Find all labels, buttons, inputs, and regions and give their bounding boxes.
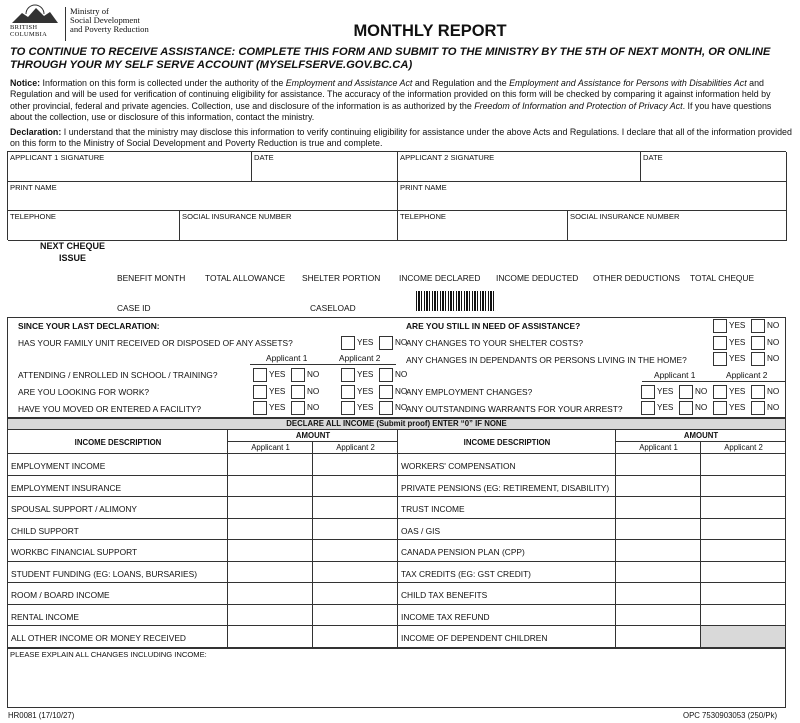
dependants-no-label: NO bbox=[767, 354, 780, 363]
income-right-0-applicant-1-amount[interactable] bbox=[616, 454, 701, 476]
income-left-2 bbox=[8, 497, 228, 519]
applicant-2-sin-field[interactable] bbox=[568, 211, 787, 241]
income-right-4-applicant-2-amount[interactable] bbox=[701, 540, 786, 562]
income-left-8-applicant-1-amount[interactable] bbox=[228, 626, 313, 648]
shelter-costs-yes-checkbox[interactable] bbox=[713, 336, 727, 350]
work-applicant-2-no-label: NO bbox=[395, 387, 408, 396]
employment-applicant-2-no-checkbox[interactable] bbox=[751, 385, 765, 399]
moved-applicant-1-no-label: NO bbox=[307, 403, 320, 412]
barcode bbox=[416, 291, 494, 311]
income-right-5 bbox=[398, 562, 616, 584]
total-allowance-header: TOTAL ALLOWANCE bbox=[205, 273, 286, 283]
income-right-5-applicant-2-amount[interactable] bbox=[701, 562, 786, 584]
school-applicant-1-yes-checkbox[interactable] bbox=[253, 368, 267, 382]
income-description: SPOUSAL SUPPORT / ALIMONY bbox=[11, 504, 137, 514]
field-label: APPLICANT 1 SIGNATURE bbox=[10, 153, 105, 162]
income-left-0-applicant-1-amount[interactable] bbox=[228, 454, 313, 476]
income-description: CHILD SUPPORT bbox=[11, 525, 79, 536]
employment-applicant-1-yes-checkbox[interactable] bbox=[641, 385, 655, 399]
field-label: PRINT NAME bbox=[400, 183, 447, 192]
opc-number: OPC 7530903053 (250/Pk) bbox=[683, 711, 778, 720]
applicant-1-date-field[interactable] bbox=[252, 152, 398, 182]
income-left-3-applicant-1-amount[interactable] bbox=[228, 519, 313, 541]
declaration-paragraph bbox=[10, 127, 792, 149]
cheque-label-line-1: NEXT CHEQUE bbox=[40, 241, 106, 251]
header-text: Applicant 1 bbox=[639, 443, 678, 452]
still-in-need-yes-label: YES bbox=[729, 321, 746, 330]
school-applicant-1-no-label: NO bbox=[307, 370, 320, 379]
income-left-6-applicant-1-amount[interactable] bbox=[228, 583, 313, 605]
still-in-need-no-checkbox[interactable] bbox=[751, 319, 765, 333]
income-description: WORKBC FINANCIAL SUPPORT bbox=[11, 547, 138, 557]
work-applicant-2-yes-checkbox[interactable] bbox=[341, 385, 355, 399]
explain-changes-field[interactable] bbox=[7, 648, 786, 708]
field-label: SOCIAL INSURANCE NUMBER bbox=[182, 212, 292, 221]
income-right-0-applicant-2-amount[interactable] bbox=[701, 454, 786, 476]
notice-act-1: Employment and Assistance Act bbox=[285, 78, 413, 88]
dependants-question: ANY CHANGES IN DEPENDANTS OR PERSONS LIVING IN THE HOME? bbox=[406, 355, 687, 365]
applicant-divider-right bbox=[642, 381, 785, 382]
income-right-3-applicant-2-amount[interactable] bbox=[701, 519, 786, 541]
applicant-divider-left bbox=[250, 364, 396, 365]
warrants-applicant-2-yes-checkbox[interactable] bbox=[713, 401, 727, 415]
income-description: RENTAL INCOME bbox=[11, 611, 79, 622]
header-text: Applicant 2 bbox=[724, 443, 763, 452]
school-applicant-1-no-checkbox[interactable] bbox=[291, 368, 305, 382]
shelter-costs-no-checkbox[interactable] bbox=[751, 336, 765, 350]
income-left-7 bbox=[8, 605, 228, 627]
income-right-2 bbox=[398, 497, 616, 519]
warrants-applicant-1-no-checkbox[interactable] bbox=[679, 401, 693, 415]
form-number: HR0081 (17/10/27) bbox=[8, 711, 75, 720]
income-table bbox=[7, 430, 786, 648]
field-label: DATE bbox=[254, 153, 274, 162]
still-in-need-no-label: NO bbox=[767, 321, 780, 330]
employment-applicant-2-yes-label: YES bbox=[729, 387, 746, 396]
header-text: Applicant 2 bbox=[336, 443, 375, 452]
moved-applicant-2-yes-label: YES bbox=[357, 403, 374, 412]
income-description: EMPLOYMENT INCOME bbox=[11, 461, 106, 471]
province-line-2: COLUMBIA bbox=[10, 31, 48, 38]
province-line-1: BRITISH bbox=[10, 24, 38, 31]
assets-question: HAS YOUR FAMILY UNIT RECEIVED OR DISPOSED OF ANY ASSETS? bbox=[18, 338, 293, 348]
school-applicant-2-yes-label: YES bbox=[357, 370, 374, 379]
moved-facility-question: HAVE YOU MOVED OR ENTERED A FACILITY? bbox=[18, 404, 202, 414]
warrants-applicant-2-no-checkbox[interactable] bbox=[751, 401, 765, 415]
applicant-2-date-field[interactable] bbox=[641, 152, 787, 182]
applicant-1-print-name-field[interactable] bbox=[8, 182, 398, 211]
income-description: ROOM / BOARD INCOME bbox=[11, 590, 110, 600]
field-label: PRINT NAME bbox=[10, 183, 57, 192]
employment-applicant-1-no-checkbox[interactable] bbox=[679, 385, 693, 399]
instruction-text: TO CONTINUE TO RECEIVE ASSISTANCE: COMPLETE THIS FORM AND SUBMIT TO THE MINISTRY BY THE 5TH OF NEXT MONTH, OR ONLINE THROUGH YOUR MY SELF SERVE ACCOUNT (MYSELFSERVE.GOV.BC.CA) bbox=[10, 46, 771, 71]
income-right-8-applicant-2-amount bbox=[701, 626, 786, 648]
dependants-yes-checkbox[interactable] bbox=[713, 352, 727, 366]
income-right-8-applicant-1-amount[interactable] bbox=[616, 626, 701, 648]
income-right-3-applicant-1-amount[interactable] bbox=[616, 519, 701, 541]
income-left-1 bbox=[8, 476, 228, 498]
work-applicant-1-no-checkbox[interactable] bbox=[291, 385, 305, 399]
warrants-question: ANY OUTSTANDING WARRANTS FOR YOUR ARREST? bbox=[406, 404, 623, 414]
income-right-1-applicant-1-amount[interactable] bbox=[616, 476, 701, 498]
income-description: INCOME OF DEPENDENT CHILDREN bbox=[401, 633, 548, 643]
warrants-applicant-2-yes-label: YES bbox=[729, 403, 746, 412]
since-last-declaration-heading: SINCE YOUR LAST DECLARATION: bbox=[18, 321, 160, 331]
income-right-2-applicant-1-amount[interactable] bbox=[616, 497, 701, 519]
income-left-5-applicant-1-amount[interactable] bbox=[228, 562, 313, 584]
warrants-applicant-1-yes-label: YES bbox=[657, 403, 674, 412]
income-description: TRUST INCOME bbox=[401, 504, 465, 514]
income-left-8 bbox=[8, 626, 228, 648]
work-applicant-2-no-checkbox[interactable] bbox=[379, 385, 393, 399]
applicant-1-column-label: Applicant 1 bbox=[266, 353, 308, 363]
employment-applicant-1-no-label: NO bbox=[695, 387, 708, 396]
warrants-applicant-1-yes-checkbox[interactable] bbox=[641, 401, 655, 415]
school-applicant-2-no-label: NO bbox=[395, 370, 408, 379]
income-left-6-applicant-2-amount[interactable] bbox=[313, 583, 398, 605]
notice-text-2: and Regulation and the bbox=[412, 78, 510, 88]
dependants-no-checkbox[interactable] bbox=[751, 352, 765, 366]
income-left-3 bbox=[8, 519, 228, 541]
income-right-7 bbox=[398, 605, 616, 627]
declaration-text: I understand that the ministry may disclose this information to verify continuing eligibility for assistance under the above Acts and Regulations. I declare that all of the information provided on this form to the Ministry of Social Development and Poverty Reduction is true and complete. bbox=[10, 127, 792, 148]
applicant-2-amount-header-right bbox=[701, 442, 786, 454]
notice-text-1: Information on this form is collected under the authority of the bbox=[40, 78, 286, 88]
field-label: SOCIAL INSURANCE NUMBER bbox=[570, 212, 680, 221]
amount-header-right bbox=[616, 430, 786, 442]
income-description: STUDENT FUNDING (EG: LOANS, BURSARIES) bbox=[11, 568, 197, 579]
income-left-6 bbox=[8, 583, 228, 605]
work-applicant-1-yes-checkbox[interactable] bbox=[253, 385, 267, 399]
income-description: INCOME TAX REFUND bbox=[401, 611, 490, 622]
shelter-costs-no-label: NO bbox=[767, 338, 780, 347]
next-cheque-issue-label bbox=[40, 240, 105, 264]
school-applicant-2-no-checkbox[interactable] bbox=[379, 368, 393, 382]
sun-mountain-icon bbox=[8, 4, 62, 24]
warrants-applicant-2-no-label: NO bbox=[767, 403, 780, 412]
explain-label: PLEASE EXPLAIN ALL CHANGES INCLUDING INCOME: bbox=[10, 650, 207, 659]
income-right-4 bbox=[398, 540, 616, 562]
notice-text-4: . If you have questions about the collection, use or disclosure of this information, contact the ministry. bbox=[10, 100, 772, 122]
income-deducted-header: INCOME DEDUCTED bbox=[496, 273, 579, 283]
income-right-4-applicant-1-amount[interactable] bbox=[616, 540, 701, 562]
school-question: ATTENDING / ENROLLED IN SCHOOL / TRAINING? bbox=[18, 370, 218, 380]
income-left-0-applicant-2-amount[interactable] bbox=[313, 454, 398, 476]
income-banner bbox=[7, 418, 786, 430]
benefit-month-header: BENEFIT MONTH bbox=[117, 273, 186, 283]
applicant-2-amount-header-left bbox=[313, 442, 398, 454]
income-left-2-applicant-1-amount[interactable] bbox=[228, 497, 313, 519]
assets-no-checkbox[interactable] bbox=[379, 336, 393, 350]
employment-applicant-2-no-label: NO bbox=[767, 387, 780, 396]
header-text: INCOME DESCRIPTION bbox=[74, 438, 162, 447]
moved-applicant-2-no-label: NO bbox=[395, 403, 408, 412]
moved-applicant-2-no-checkbox[interactable] bbox=[379, 401, 393, 415]
notice-text-3: and Regulation and will be used for verification of continuing eligibility for assistance. The accuracy of the information provided on this form will be checked by comparing it against information held by other provincial, federal and private agencies. Collection, use and disclosure of the information is as authorized by the bbox=[10, 78, 771, 111]
applicant-1-amount-header-right bbox=[616, 442, 701, 454]
signature-block bbox=[7, 151, 786, 240]
work-applicant-1-yes-label: YES bbox=[269, 387, 286, 396]
income-desc-header-left bbox=[8, 430, 228, 454]
income-description: EMPLOYMENT INSURANCE bbox=[11, 482, 122, 493]
still-in-need-yes-checkbox[interactable] bbox=[713, 319, 727, 333]
income-banner-text: DECLARE ALL INCOME (Submit proof) ENTER “0” IF NONE bbox=[286, 419, 507, 428]
applicant-2-telephone-field[interactable] bbox=[398, 211, 568, 241]
income-description: CANADA PENSION PLAN (CPP) bbox=[401, 547, 525, 557]
page-title: MONTHLY REPORT bbox=[353, 22, 507, 40]
income-right-8 bbox=[398, 626, 616, 648]
total-cheque-header: TOTAL CHEQUE bbox=[690, 273, 755, 283]
income-description: TAX CREDITS (EG: GST CREDIT) bbox=[401, 568, 531, 579]
income-desc-header-right bbox=[398, 430, 616, 454]
header-text: AMOUNT bbox=[683, 431, 719, 440]
shelter-costs-yes-label: YES bbox=[729, 338, 746, 347]
other-deductions-header: OTHER DEDUCTIONS bbox=[593, 273, 681, 283]
cheque-label-line-2: ISSUE bbox=[59, 253, 87, 263]
notice-act-2: Employment and Assistance for Persons with Disabilities Act bbox=[509, 78, 747, 88]
income-right-7-applicant-1-amount[interactable] bbox=[616, 605, 701, 627]
applicant-2-signature-field[interactable] bbox=[398, 152, 641, 182]
field-label: APPLICANT 2 SIGNATURE bbox=[400, 153, 495, 162]
income-left-7-applicant-2-amount[interactable] bbox=[313, 605, 398, 627]
moved-applicant-1-yes-label: YES bbox=[269, 403, 286, 412]
notice-paragraph bbox=[10, 78, 792, 123]
income-description: ALL OTHER INCOME OR MONEY RECEIVED bbox=[11, 633, 186, 643]
notice-label: Notice: bbox=[10, 78, 41, 88]
income-right-1-applicant-2-amount[interactable] bbox=[701, 476, 786, 498]
assets-yes-label: YES bbox=[357, 338, 374, 347]
shelter-portion-header: SHELTER PORTION bbox=[302, 273, 381, 283]
moved-applicant-2-yes-checkbox[interactable] bbox=[341, 401, 355, 415]
income-left-4-applicant-1-amount[interactable] bbox=[228, 540, 313, 562]
ministry-line-1: Ministry of bbox=[70, 6, 109, 16]
applicant-2-print-name-field[interactable] bbox=[398, 182, 787, 211]
income-declared-header: INCOME DECLARED bbox=[399, 273, 481, 283]
moved-applicant-1-yes-checkbox[interactable] bbox=[253, 401, 267, 415]
moved-applicant-1-no-checkbox[interactable] bbox=[291, 401, 305, 415]
ministry-line-2: Social Development bbox=[70, 15, 140, 25]
field-label: DATE bbox=[643, 153, 663, 162]
field-label: TELEPHONE bbox=[10, 212, 56, 221]
income-left-1-applicant-1-amount[interactable] bbox=[228, 476, 313, 498]
employment-changes-question: ANY EMPLOYMENT CHANGES? bbox=[406, 387, 533, 397]
income-right-7-applicant-2-amount[interactable] bbox=[701, 605, 786, 627]
income-description: PRIVATE PENSIONS (EG: RETIREMENT, DISABILITY) bbox=[401, 482, 610, 493]
income-left-4 bbox=[8, 540, 228, 562]
applicant-2-column-label: Applicant 2 bbox=[339, 353, 381, 363]
income-right-6 bbox=[398, 583, 616, 605]
income-right-2-applicant-2-amount[interactable] bbox=[701, 497, 786, 519]
income-left-4-applicant-2-amount[interactable] bbox=[313, 540, 398, 562]
school-applicant-2-yes-checkbox[interactable] bbox=[341, 368, 355, 382]
dependants-yes-label: YES bbox=[729, 354, 746, 363]
case-id-label: CASE ID bbox=[117, 303, 151, 313]
field-label: TELEPHONE bbox=[400, 212, 446, 221]
applicant-1-telephone-field[interactable] bbox=[8, 211, 180, 241]
income-right-1 bbox=[398, 476, 616, 498]
still-in-need-question: ARE YOU STILL IN NEED OF ASSISTANCE? bbox=[406, 321, 581, 331]
income-left-3-applicant-2-amount[interactable] bbox=[313, 519, 398, 541]
ministry-line-3: and Poverty Reduction bbox=[70, 24, 149, 34]
assets-yes-checkbox[interactable] bbox=[341, 336, 355, 350]
income-left-2-applicant-2-amount[interactable] bbox=[313, 497, 398, 519]
income-right-6-applicant-2-amount[interactable] bbox=[701, 583, 786, 605]
income-left-8-applicant-2-amount[interactable] bbox=[313, 626, 398, 648]
employment-applicant-2-yes-checkbox[interactable] bbox=[713, 385, 727, 399]
income-right-3 bbox=[398, 519, 616, 541]
employment-applicant-1-yes-label: YES bbox=[657, 387, 674, 396]
school-applicant-1-yes-label: YES bbox=[269, 370, 286, 379]
work-applicant-1-no-label: NO bbox=[307, 387, 320, 396]
shelter-costs-question: ANY CHANGES TO YOUR SHELTER COSTS? bbox=[406, 338, 584, 348]
income-right-5-applicant-1-amount[interactable] bbox=[616, 562, 701, 584]
income-description: WORKERS' COMPENSATION bbox=[401, 461, 516, 471]
applicant-1-amount-header-left bbox=[228, 442, 313, 454]
declaration-label: Declaration: bbox=[10, 127, 62, 137]
header-text: AMOUNT bbox=[295, 431, 331, 440]
looking-for-work-question: ARE YOU LOOKING FOR WORK? bbox=[18, 387, 150, 397]
income-description: OAS / GIS bbox=[401, 525, 441, 536]
amount-header-left bbox=[228, 430, 398, 442]
header-text: INCOME DESCRIPTION bbox=[463, 438, 551, 447]
notice-act-3: Freedom of Information and Protection of Privacy Act bbox=[474, 100, 683, 111]
work-applicant-2-yes-label: YES bbox=[357, 387, 374, 396]
applicant-1-signature-field[interactable] bbox=[8, 152, 252, 182]
income-left-7-applicant-1-amount[interactable] bbox=[228, 605, 313, 627]
income-left-1-applicant-2-amount[interactable] bbox=[313, 476, 398, 498]
warrants-applicant-1-no-label: NO bbox=[695, 403, 708, 412]
income-right-6-applicant-1-amount[interactable] bbox=[616, 583, 701, 605]
applicant-2-column-label-right: Applicant 2 bbox=[726, 370, 768, 380]
income-left-0 bbox=[8, 454, 228, 476]
income-left-5-applicant-2-amount[interactable] bbox=[313, 562, 398, 584]
income-right-0 bbox=[398, 454, 616, 476]
income-description: CHILD TAX BENEFITS bbox=[401, 590, 488, 600]
applicant-1-column-label-right: Applicant 1 bbox=[654, 370, 696, 380]
income-left-5 bbox=[8, 562, 228, 584]
caseload-label: CASELOAD bbox=[310, 303, 356, 313]
header-text: Applicant 1 bbox=[251, 443, 290, 452]
applicant-1-sin-field[interactable] bbox=[180, 211, 398, 241]
assets-no-label: NO bbox=[395, 338, 408, 347]
